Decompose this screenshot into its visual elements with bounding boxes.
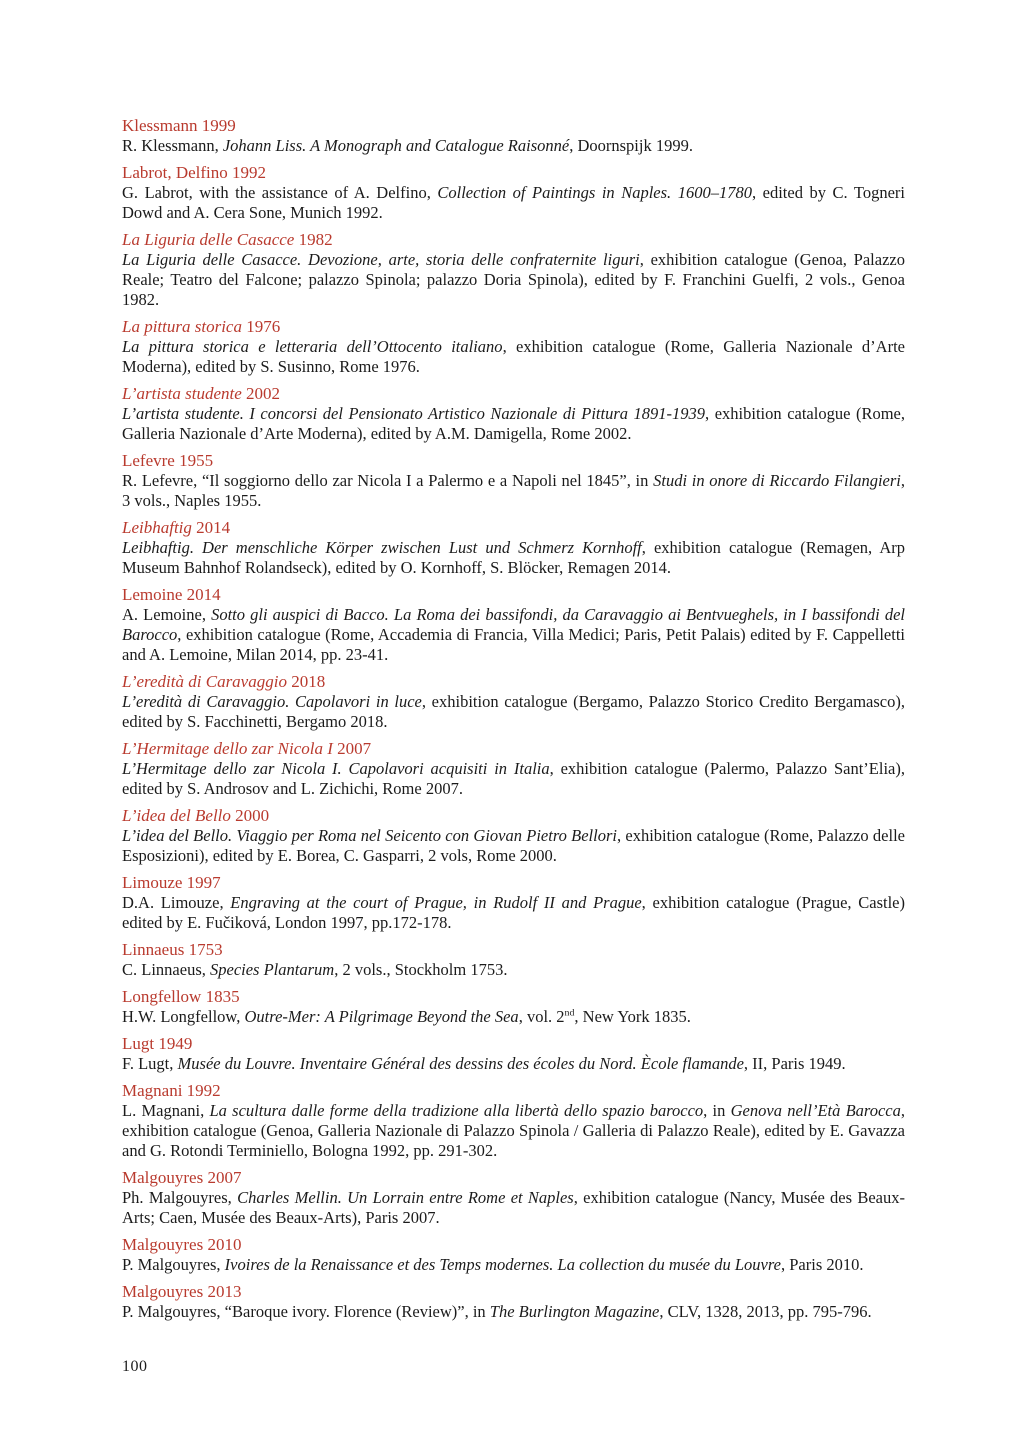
entry-body [122, 538, 905, 578]
text-segment: Outre-Mer: A Pilgrimage Beyond the Sea [244, 1007, 519, 1026]
entry-header [122, 1168, 905, 1188]
entry-body [122, 1302, 905, 1322]
entry-header [122, 585, 905, 605]
text-segment: nd [564, 1007, 575, 1019]
text-segment: , exhibition catalogue (Rome, Galleria Nazionale d’Arte Moderna), edited by S. Susinno, Rome 1976. [122, 337, 905, 376]
entry-header [122, 987, 905, 1007]
entry-body [122, 759, 905, 799]
entry-header [122, 1282, 905, 1302]
entry-body [122, 1188, 905, 1228]
text-segment: The Burlington Magazine [489, 1302, 660, 1321]
text-segment: , in [703, 1101, 731, 1120]
text-segment: Engraving at the court of Prague, in Rudolf II and Prague [230, 893, 642, 912]
entry-header [122, 317, 905, 337]
bib-entry [122, 940, 905, 980]
text-segment: Malgouyres 2013 [122, 1282, 242, 1301]
text-segment: Longfellow 1835 [122, 987, 240, 1006]
text-segment: 2014 [196, 518, 231, 537]
bib-entry [122, 384, 905, 444]
text-segment: 2002 [246, 384, 281, 403]
text-segment: Musée du Louvre. Inventaire Général des dessins des écoles du Nord. Ècole flamande [177, 1054, 744, 1073]
entry-header [122, 672, 905, 692]
text-segment: D.A. Limouze, [122, 893, 231, 912]
entry-header [122, 116, 905, 136]
text-segment: , Paris 2010. [781, 1255, 864, 1274]
text-segment: Malgouyres 2010 [122, 1235, 242, 1254]
entry-body [122, 1255, 905, 1275]
text-segment: 2007 [337, 739, 372, 758]
text-segment: L’Hermitage dello zar Nicola I [122, 739, 338, 758]
bib-entry [122, 518, 905, 578]
text-segment: Magnani 1992 [122, 1081, 221, 1100]
entry-body [122, 404, 905, 444]
text-segment: , New York 1835. [574, 1007, 691, 1026]
text-segment: G. Labrot, with the assistance of A. Delfino, [122, 183, 438, 202]
text-segment: Leibhaftig [122, 518, 197, 537]
text-segment: La Liguria delle Casacce [122, 230, 299, 249]
text-segment: , edited by C. Togneri Dowd and A. Cera Sone, Munich 1992. [122, 183, 905, 222]
bib-entry [122, 585, 905, 665]
text-segment: Labrot, Delfino 1992 [122, 163, 266, 182]
bib-entry [122, 451, 905, 511]
text-segment: Johann Liss. A Monograph and Catalogue Raisonné [222, 136, 570, 155]
entry-header [122, 518, 905, 538]
text-segment: R. Klessmann, [122, 136, 223, 155]
text-segment: Klessmann 1999 [122, 116, 236, 135]
text-segment: , exhibition catalogue (Nancy, Musée des Beaux-Arts; Caen, Musée des Beaux-Arts), Paris 2007. [122, 1188, 905, 1227]
text-segment: Genova nell’Età Barocca [730, 1101, 901, 1120]
text-segment: , Doornspijk 1999. [569, 136, 693, 155]
entry-header [122, 1034, 905, 1054]
entry-header [122, 873, 905, 893]
entry-header [122, 451, 905, 471]
entry-header [122, 230, 905, 250]
bib-entry [122, 317, 905, 377]
bib-entry [122, 163, 905, 223]
text-segment: , exhibition catalogue (Rome, Palazzo delle Esposizioni), edited by E. Borea, C. Gasparri, 2 vols, Rome 2000. [122, 826, 905, 865]
text-segment: L’eredità di Caravaggio. Capolavori in luce [122, 692, 422, 711]
bib-entry [122, 1235, 905, 1275]
text-segment: , 3 vols., Naples 1955. [122, 471, 905, 510]
text-segment: , exhibition catalogue (Genoa, Palazzo Reale; Teatro del Falcone; palazzo Spinola; palazzo Doria Spinola), edited by F. Franchini Guelfi, 2 vols., Genoa 1982. [122, 250, 905, 309]
text-segment: L’artista studente. I concorsi del Pensionato Artistico Nazionale di Pittura 1891-1939 [122, 404, 706, 423]
entry-body [122, 1101, 905, 1161]
bib-entry [122, 873, 905, 933]
entry-body [122, 893, 905, 933]
text-segment: R. Lefevre, “Il soggiorno dello zar Nicola I a Palermo e a Napoli nel 1845”, in [122, 471, 654, 490]
bib-entry [122, 739, 905, 799]
text-segment: L’Hermitage dello zar Nicola I. Capolavori acquisiti in Italia [122, 759, 550, 778]
bib-entry [122, 672, 905, 732]
entry-body [122, 826, 905, 866]
entry-body [122, 1054, 905, 1074]
entry-body [122, 1007, 905, 1027]
text-segment: , exhibition catalogue (Bergamo, Palazzo Storico Credito Bergamasco), edited by S. Facchinetti, Bergamo 2018. [122, 692, 905, 731]
text-segment: , CLV, 1328, 2013, pp. 795-796. [659, 1302, 872, 1321]
text-segment: Lugt 1949 [122, 1034, 193, 1053]
text-segment: Collection of Paintings in Naples. 1600–1780 [437, 183, 752, 202]
bib-entry [122, 230, 905, 310]
text-segment: Sotto gli auspici di Bacco. La Roma dei bassifondi, da Caravaggio ai Bentvueghels, in I bassifondi del Barocco [122, 605, 905, 644]
entry-header [122, 806, 905, 826]
text-segment: Linnaeus 1753 [122, 940, 223, 959]
text-segment: , exhibition catalogue (Remagen, Arp Museum Bahnhof Rolandseck), edited by O. Kornhoff, S. Blöcker, Remagen 2014. [122, 538, 905, 577]
text-segment: A. Lemoine, [122, 605, 212, 624]
text-segment: C. Linnaeus, [122, 960, 210, 979]
text-segment: Limouze 1997 [122, 873, 221, 892]
text-segment: L’idea del Bello. Viaggio per Roma nel Seicento con Giovan Pietro Bellori [122, 826, 617, 845]
bib-entry [122, 1034, 905, 1074]
text-segment: , exhibition catalogue (Genoa, Galleria Nazionale di Palazzo Spinola / Galleria di Palazzo Reale), edited by E. Gavazza and G. Rotondi Terminiello, Bologna 1992, pp. 291-302. [122, 1101, 906, 1160]
entry-body [122, 136, 905, 156]
bib-entry [122, 1081, 905, 1161]
text-segment: Species Plantarum [210, 960, 335, 979]
text-segment: Studi in onore di Riccardo Filangieri [653, 471, 901, 490]
bib-entry [122, 1168, 905, 1228]
entry-header [122, 384, 905, 404]
text-segment: La scultura dalle forme della tradizione alla libertà dello spazio barocco [209, 1101, 704, 1120]
bib-entry [122, 987, 905, 1027]
text-segment: , exhibition catalogue (Rome, Galleria Nazionale d’Arte Moderna), edited by A.M. Damigella, Rome 2002. [122, 404, 905, 443]
text-segment: La Liguria delle Casacce. Devozione, arte, storia delle confraternite liguri [122, 250, 640, 269]
text-segment: Malgouyres 2007 [122, 1168, 242, 1187]
text-segment: L’artista studente [122, 384, 247, 403]
text-segment: L’eredità di Caravaggio [122, 672, 292, 691]
text-segment: , exhibition catalogue (Rome, Accademia di Francia, Villa Medici; Paris, Petit Palais) edited by F. Cappelletti and A. Lemoine, Milan 2014, pp. 23-41. [122, 625, 905, 664]
text-segment: Leibhaftig. Der menschliche Körper zwischen Lust und Schmerz Kornhoff [122, 538, 642, 557]
text-segment: , exhibition catalogue (Prague, Castle) edited by E. Fučiková, London 1997, pp.172-178. [122, 893, 905, 932]
entry-header [122, 1235, 905, 1255]
text-segment: Ivoires de la Renaissance et des Temps modernes. La collection du musée du Louvre [224, 1255, 781, 1274]
entry-body [122, 605, 905, 665]
entry-header [122, 1081, 905, 1101]
text-segment: L. Magnani, [122, 1101, 210, 1120]
entry-header [122, 163, 905, 183]
entry-body [122, 692, 905, 732]
text-segment: Lemoine 2014 [122, 585, 221, 604]
text-segment: , exhibition catalogue (Palermo, Palazzo Sant’Elia), edited by S. Androsov and L. Zichichi, Rome 2007. [122, 759, 905, 798]
text-segment: 2000 [235, 806, 270, 825]
bib-entry [122, 116, 905, 156]
text-segment: 1982 [298, 230, 333, 249]
text-segment: La pittura storica e letteraria dell’Ottocento italiano [122, 337, 503, 356]
bib-entry [122, 806, 905, 866]
entry-body [122, 183, 905, 223]
text-segment: P. Malgouyres, “Baroque ivory. Florence (Review)”, in [122, 1302, 490, 1321]
entry-body [122, 250, 905, 310]
text-segment: , II, Paris 1949. [743, 1054, 846, 1073]
entry-body [122, 337, 905, 377]
entry-body [122, 471, 905, 511]
text-segment: 2018 [291, 672, 326, 691]
entry-header [122, 739, 905, 759]
entry-header [122, 940, 905, 960]
text-segment: L’idea del Bello [122, 806, 236, 825]
text-segment: La pittura storica [122, 317, 247, 336]
text-segment: Lefevre 1955 [122, 451, 214, 470]
text-segment: H.W. Longfellow, [122, 1007, 245, 1026]
page-number: 100 [122, 1358, 148, 1375]
bib-entry [122, 1282, 905, 1322]
text-segment: , 2 vols., Stockholm 1753. [334, 960, 508, 979]
entry-body [122, 960, 905, 980]
bibliography-list [122, 116, 905, 1322]
text-segment: Ph. Malgouyres, [122, 1188, 238, 1207]
text-segment: F. Lugt, [122, 1054, 178, 1073]
text-segment: 1976 [246, 317, 281, 336]
text-segment: Charles Mellin. Un Lorrain entre Rome et Naples [237, 1188, 574, 1207]
text-segment: P. Malgouyres, [122, 1255, 225, 1274]
text-segment: , vol. 2 [518, 1007, 565, 1026]
